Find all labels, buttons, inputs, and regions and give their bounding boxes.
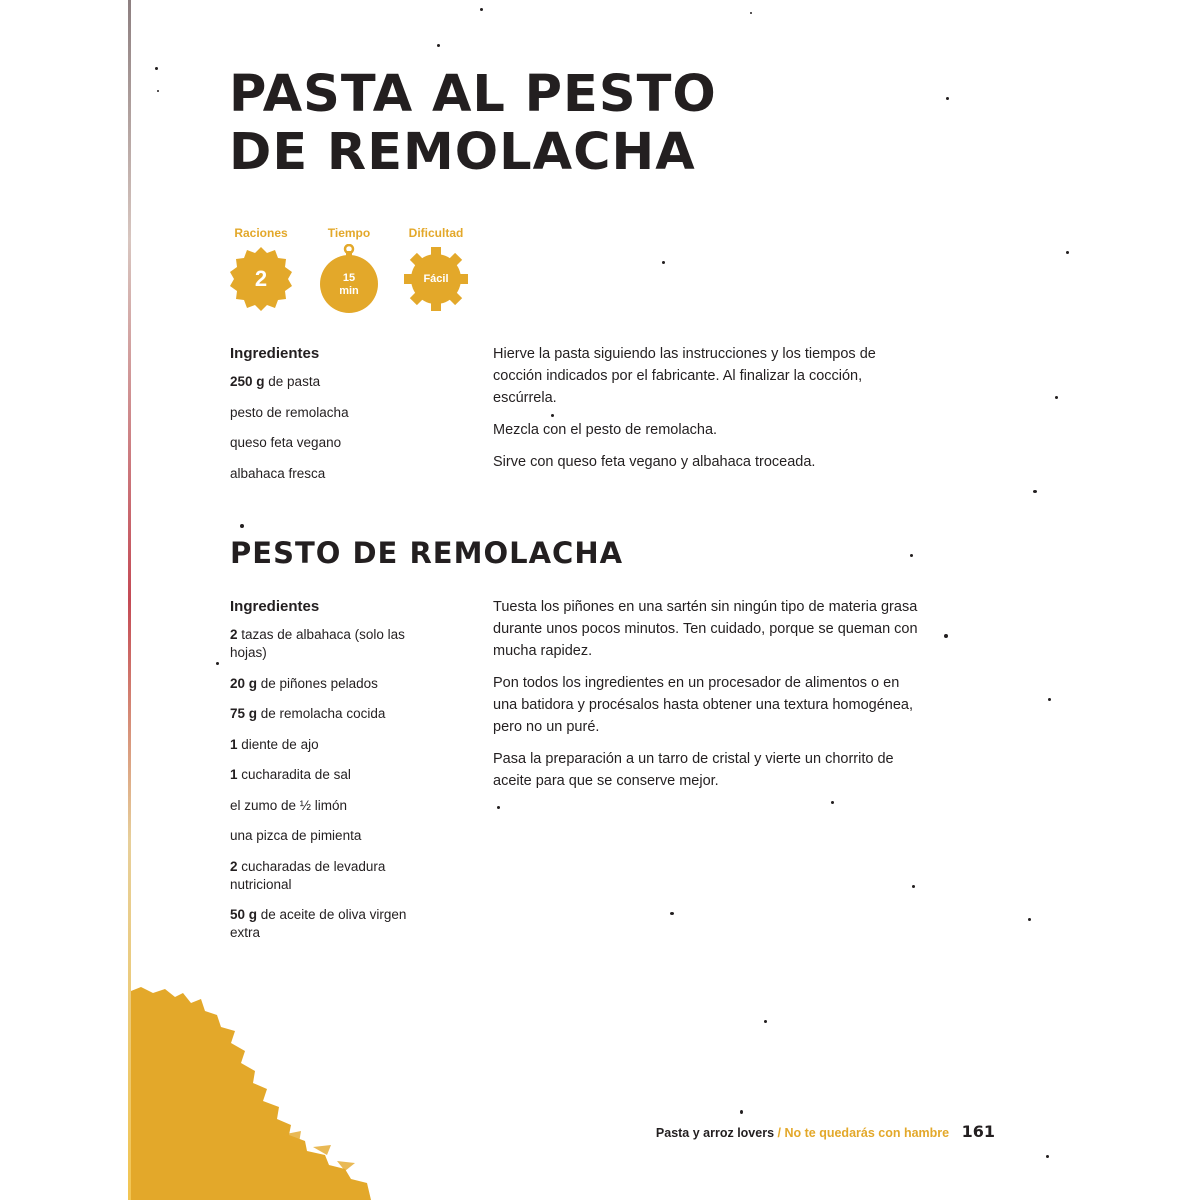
photo-edge-strip [0,0,131,1200]
ink-speck [240,524,244,528]
time-number: 15 [342,272,356,284]
recipe-title-line1: PASTA AL PESTO [229,65,717,124]
pesto-title: PESTO DE REMOLACHA [230,536,624,570]
recipe-ingredients [230,345,460,495]
ink-speck [670,912,674,915]
ingredient-item: 1 diente de ajo [230,736,319,752]
ink-speck [1055,396,1058,399]
pesto-ingredients [230,598,420,955]
pesto-steps [493,596,925,802]
step-paragraph: Hierve la pasta siguiendo las instrucciones y los tiempos de cocción indicados por el fabricante. Al finalizar la cocción, escúrrela. [493,346,876,406]
ink-speck [1066,251,1069,254]
recipe-steps [493,343,903,483]
ingredient-item: 2 tazas de albahaca (solo las hojas) [230,627,405,660]
ingredients-heading: Ingredientes [230,598,320,615]
ingredient-item: 2 cucharadas de levadura nutricional [230,858,386,892]
page-number: 161 [961,1122,995,1141]
difficulty-label: Dificultad [408,226,464,240]
ink-speck [1046,1155,1049,1158]
difficulty-badge [398,226,474,314]
ingredient-item: el zumo de ½ limón [230,797,348,813]
time-label: Tiempo [327,226,371,240]
ink-speck [946,97,949,100]
ink-speck [662,261,665,264]
step-paragraph: Sirve con queso feta vegano y albahaca troceada. [493,454,816,470]
ink-speck [750,12,752,14]
recipe-badges [223,226,483,321]
ink-speck [216,662,219,665]
ingredient-item: 20 g de piñones pelados [230,675,378,691]
ink-speck [497,806,500,809]
footer-separator: / [777,1126,781,1140]
servings-icon [226,244,296,314]
ink-speck [764,1020,767,1023]
ingredient-item: una pizca de pimienta [230,828,362,843]
ingredient-item: pesto de remolacha [230,404,349,420]
difficulty-value: Fácil [423,273,449,285]
servings-label: Raciones [234,226,288,240]
time-unit: min [339,285,359,297]
ink-speck [437,44,440,47]
ingredient-item: 75 g de remolacha cocida [230,706,386,721]
ink-speck [910,554,913,557]
recipe-title-line2: DE REMOLACHA [229,123,696,182]
ingredient-item: albahaca fresca [230,465,326,481]
servings-badge [223,226,299,314]
ink-speck [155,67,158,70]
ingredient-item: 50 g de aceite de oliva virgen extra [230,907,407,940]
page-footer [656,1122,995,1141]
footer-chapter: No te quedarás con hambre [784,1126,950,1140]
paint-splash [131,985,371,1200]
ink-speck [944,634,948,638]
step-paragraph: Pasa la preparación a un tarro de cristal y vierte un chorrito de aceite para que se conserve mejor. [493,751,894,789]
ink-speck [1033,490,1037,493]
ingredients-heading: Ingredientes [230,345,320,362]
ink-speck [1028,918,1031,921]
time-value [314,244,384,320]
time-badge [311,226,387,314]
ink-speck [480,8,483,11]
ingredient-item: 250 g de pasta [230,374,321,389]
stopwatch-icon [314,244,384,314]
step-paragraph: Pon todos los ingredientes en un procesador de alimentos o en una batidora y procésalos hasta obtener una textura homogénea, pero no un puré. [493,675,913,735]
ink-speck [912,885,915,888]
step-paragraph: Tuesta los piñones en una sartén sin ningún tipo de materia grasa durante unos pocos minutos. Ten cuidado, porque se queman con mucha rapidez. [493,599,918,659]
servings-value: 2 [254,266,268,291]
recipe-title [229,66,717,182]
ingredient-item: 1 cucharadita de sal [230,767,351,782]
footer-section: Pasta y arroz lovers [655,1126,775,1140]
ingredient-item: queso feta vegano [230,435,342,450]
ink-speck [1048,698,1051,701]
ink-speck [157,90,159,92]
gear-icon [401,244,471,314]
ink-speck [740,1110,743,1114]
step-paragraph: Mezcla con el pesto de remolacha. [493,422,718,438]
